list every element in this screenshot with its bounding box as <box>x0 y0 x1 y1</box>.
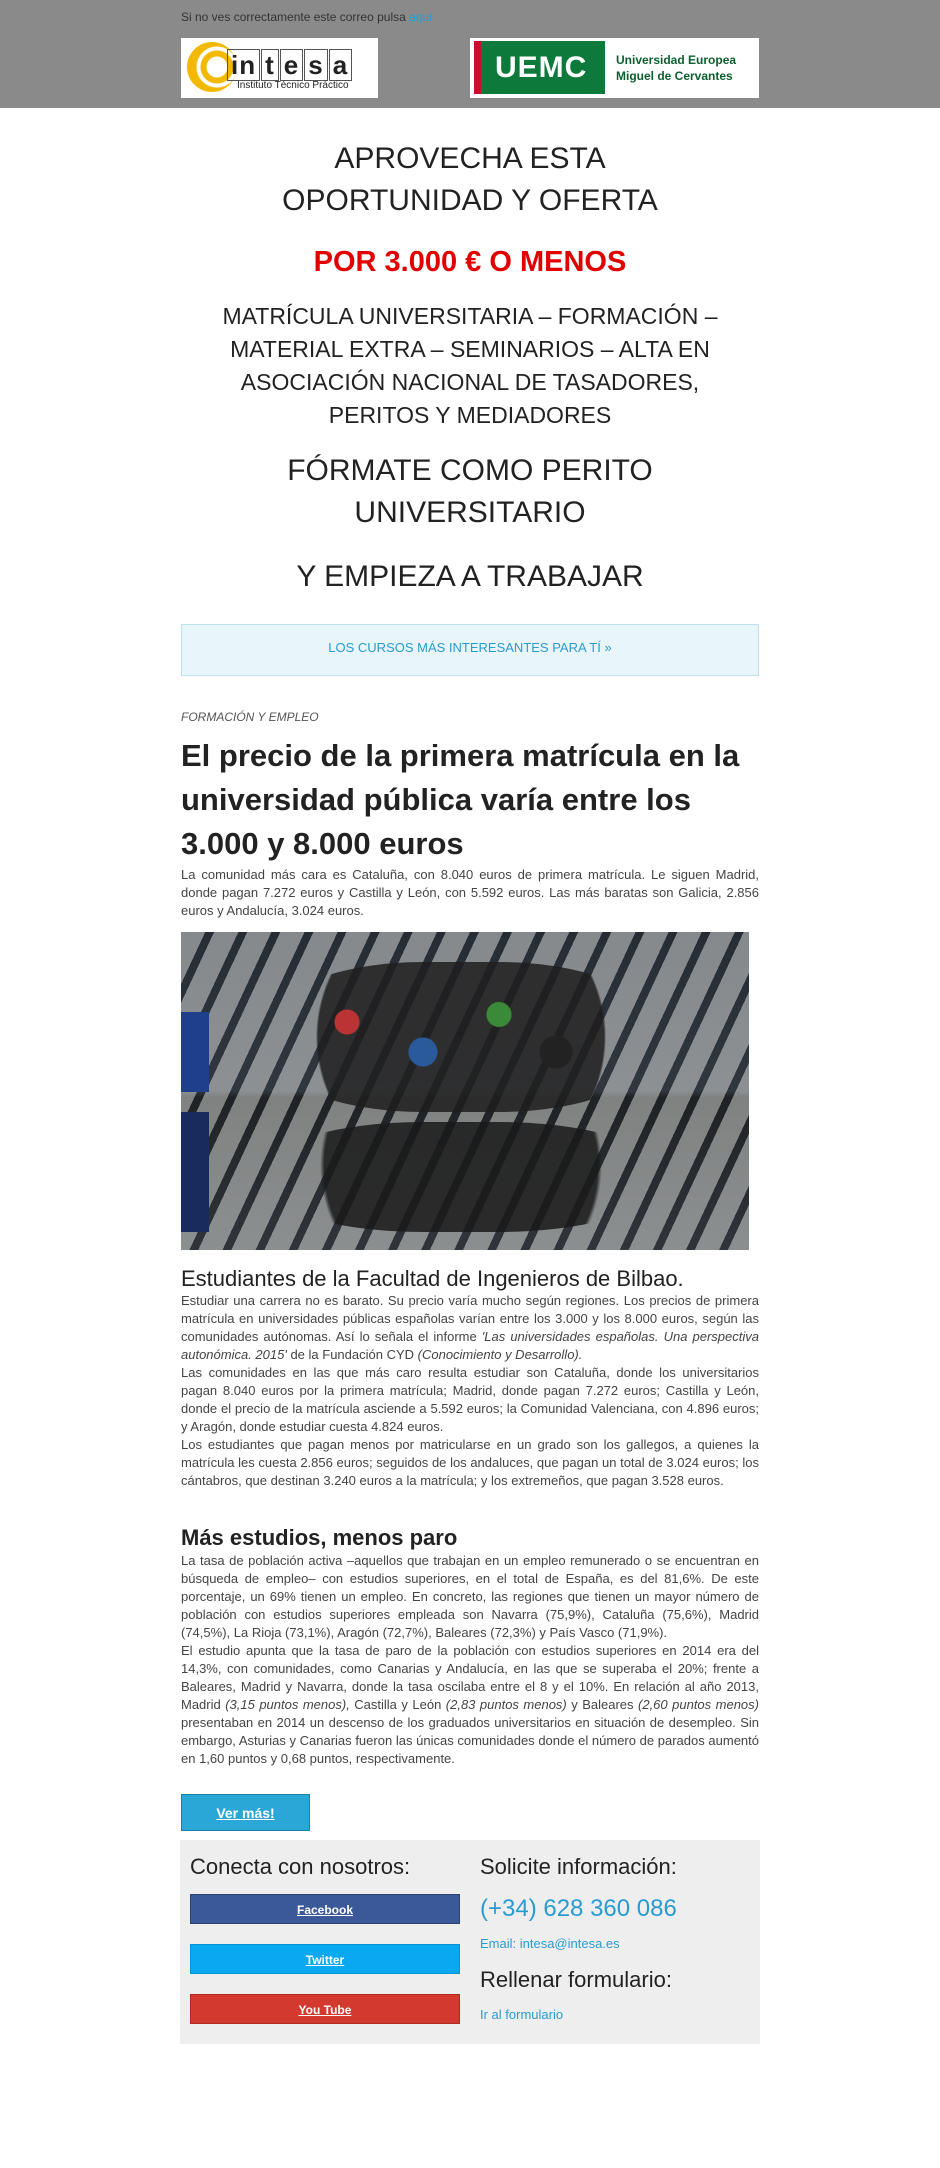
section-title: Más estudios, menos paro <box>181 1525 458 1550</box>
article-paragraph: La tasa de población activa –aquellos que trabajan en un empleo remunerado o se encuentran en búsqueda de empleo– con estudios superiores, en el total de España, es del 81,6%. De este porcentaje, un 69% tienen un empleo. En concreto, las regiones que tienen un mayor número de población con estudios superiores empleada son Navarra (75,9%), Cataluña (75,6%), Madrid (74,5%), La Rioja (73,1%), Aragón (72,7%), Baleares (72,3%) y País Vasco (71,9%). <box>181 1553 759 1640</box>
photo-caption: Estudiantes de la Facultad de Ingenieros de Bilbao. <box>181 1266 684 1291</box>
notice-text: Si no ves correctamente este correo pulsa <box>181 10 406 24</box>
logos-row <box>181 38 759 102</box>
see-more-button[interactable]: Ver más! <box>181 1794 310 1831</box>
courses-link-box[interactable] <box>181 624 759 676</box>
uemc-name: Universidad Europea Miguel de Cervantes <box>616 53 737 83</box>
promo-cta-heading: FÓRMATE COMO PERITO UNIVERSITARIO <box>287 454 653 529</box>
article-paragraph: Las comunidades en las que más caro resulta estudiar son Cataluña, donde los universitarios pagan 8.040 euros por la primera matrícula; Madrid, donde pagan 7.272 euros; Castilla y León, donde el precio de la matrícula asciende a 5.592 euros; la Comunidad Valenciana, con 4.896 euros; y Aragón, donde estudiar cuesta 4.824 euros. <box>181 1365 759 1434</box>
uemc-logo[interactable] <box>470 38 759 98</box>
intesa-subtitle: Instituto Técnico Práctico <box>237 80 349 91</box>
courses-link[interactable]: LOS CURSOS MÁS INTERESANTES PARA TÍ » <box>328 640 612 655</box>
twitter-button[interactable]: Twitter <box>190 1944 460 1974</box>
facebook-button[interactable]: Facebook <box>190 1894 460 1924</box>
promo-price: POR 3.000 € O MENOS <box>313 246 627 278</box>
footer <box>180 1840 760 2044</box>
promo-cta-subheading: Y EMPIEZA A TRABAJAR <box>296 560 644 593</box>
article-paragraph: Estudiar una carrera no es barato. Su precio varía mucho según regiones. Los precios de primera matrícula en universidades públicas españolas varían entre los 3.000 y los 8.000 euros, según las comunidades autónomas. Así lo señala el informe 'Las universidades españolas. Una perspectiva autonómica. 2015' de la Fundación CYD (Conocimiento y Desarrollo). <box>181 1293 759 1362</box>
email-link[interactable]: Email: intesa@intesa.es <box>480 1936 620 1951</box>
header-band <box>0 0 940 108</box>
youtube-button[interactable]: You Tube <box>190 1994 460 2024</box>
promo-headline: APROVECHA ESTA OPORTUNIDAD Y OFERTA <box>282 142 658 217</box>
email-body <box>181 138 759 2044</box>
view-online-link[interactable]: aquí <box>409 10 433 24</box>
view-online-notice <box>181 0 759 28</box>
contact-column <box>480 1854 750 2022</box>
article-photo <box>181 932 749 1250</box>
connect-title: Conecta con nosotros: <box>190 1854 411 1879</box>
article-paragraph: El estudio apunta que la tasa de paro de la población con estudios superiores en 2014 era del 14,3%, con comunidades, como Canarias y Andalucía, en las que se superaba el 20%; frente a Baleares, Madrid y Navarra, donde la tasa oscilaba entre el 8 y el 10%. En relación al año 2013, Madrid (3,15 puntos menos), Castilla y León (2,83 puntos menos) y Baleares (2,60 puntos menos) presentaban en 2014 un descenso de los graduados universitarios en situación de desempleo. Sin embargo, Asturias y Canarias fueron las únicas comunidades donde el número de parados aumentó en 1,60 puntos y 0,68 puntos, respectivamente. <box>181 1643 759 1766</box>
phone-link[interactable]: (+34) 628 360 086 <box>480 1895 677 1922</box>
article-title[interactable]: El precio de la primera matrícula en la universidad pública varía entre los 3.000 y 8.000 euros <box>181 738 740 861</box>
social-column <box>190 1854 460 2024</box>
article-paragraph: Los estudiantes que pagan menos por matricularse en un grado son los gallegos, a quienes la matrícula les cuesta 2.856 euros; seguidos de los andaluces, que pagan un total de 3.024 euros; los cántabros, que destinan 3.240 euros a la matrícula; y los extremeños, que pagan 3.528 euros. <box>181 1437 759 1488</box>
uemc-mark: UEMC <box>474 41 605 94</box>
promo-includes: MATRÍCULA UNIVERSITARIA – FORMACIÓN – MATERIAL EXTRA – SEMINARIOS – ALTA EN ASOCIACIÓN NACIONAL DE TASADORES, PERITOS Y MEDIADORES <box>222 303 718 428</box>
form-link[interactable]: Ir al formulario <box>480 2007 564 2022</box>
info-title: Solicite información: <box>480 1854 677 1879</box>
article-kicker: FORMACIÓN Y EMPLEO <box>181 710 319 724</box>
intesa-logo[interactable] <box>181 38 378 98</box>
form-title: Rellenar formulario: <box>480 1967 672 1992</box>
promo-block <box>181 138 759 598</box>
article-lead: La comunidad más cara es Cataluña, con 8.040 euros de primera matrícula. Le siguen Madrid, donde pagan 7.272 euros y Castilla y León, con 5.592 euros. Las más baratas son Galicia, 2.856 euros y Andalucía, 3.024 euros. <box>181 867 759 918</box>
intesa-wordmark: in t e s a <box>227 50 353 81</box>
